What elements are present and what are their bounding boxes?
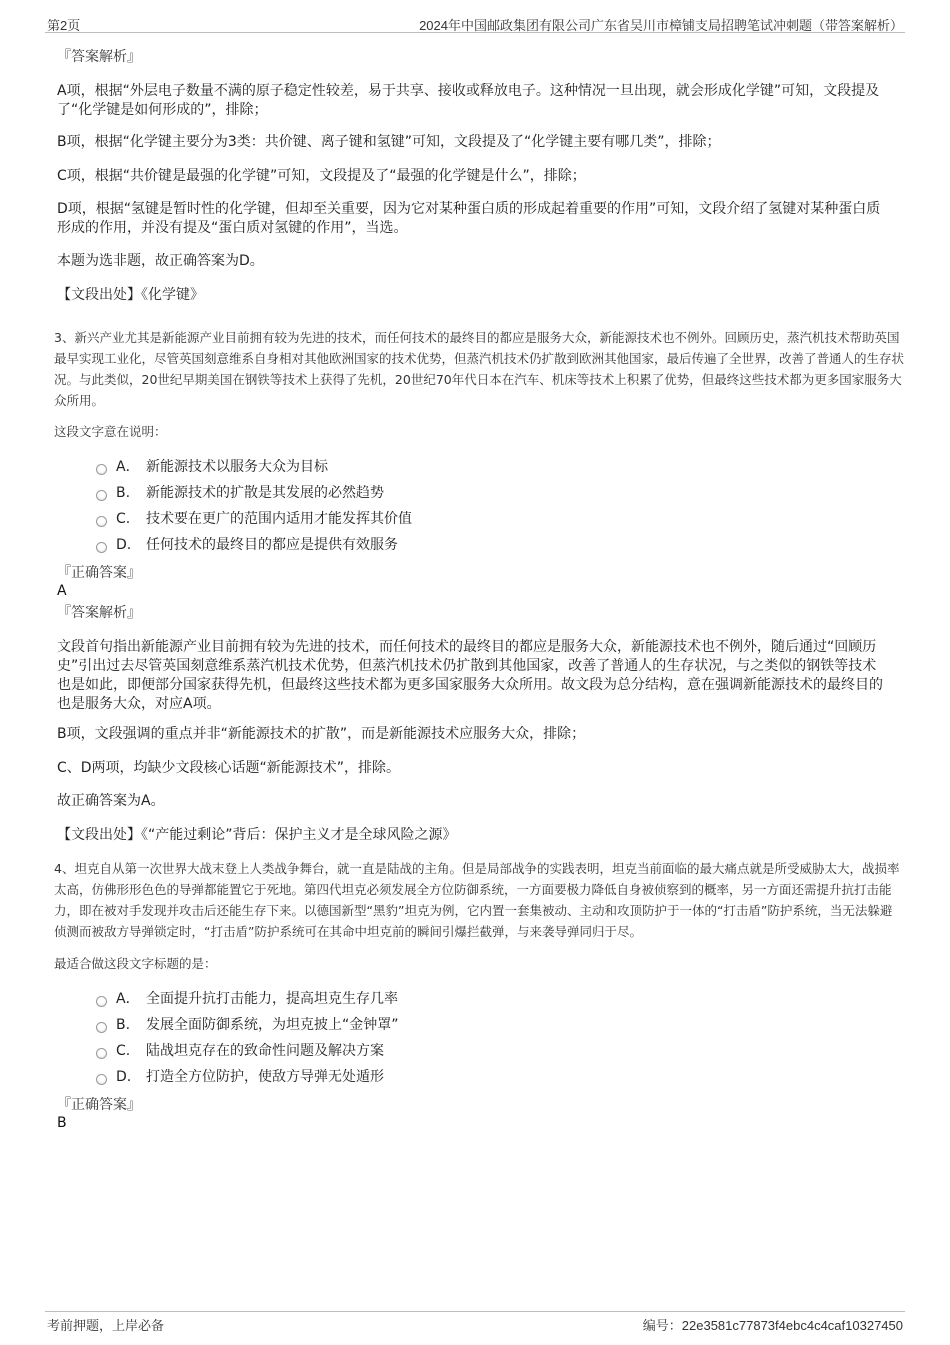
analysis-option-cd: C、D两项，均缺少文段核心话题“新能源技术”，排除。 <box>57 760 401 776</box>
question-4-option-b[interactable] <box>96 1015 399 1035</box>
option-text: 发展全面防御系统，为坦克披上“金钟罩” <box>146 1017 399 1033</box>
question-3-prompt: 这段文字意在说明： <box>54 424 167 439</box>
radio-button[interactable] <box>96 542 107 553</box>
option-text: 新能源技术以服务大众为目标 <box>146 459 328 475</box>
analysis-conclusion: 本题为选非题，故正确答案为D。 <box>57 253 264 269</box>
page-header <box>45 14 905 33</box>
analysis-option-c: C项，根据“共价键是最强的化学键”可知，文段提及了“最强的化学键是什么”，排除； <box>57 168 586 184</box>
analysis-label: 『答案解析』 <box>57 605 141 621</box>
correct-answer: A <box>57 583 67 599</box>
option-letter: A． <box>116 459 140 475</box>
question-3-option-a[interactable] <box>96 457 328 477</box>
option-letter: C. <box>116 1043 131 1059</box>
option-letter: B. <box>116 485 131 501</box>
analysis-option-b: B项，文段强调的重点并非“新能源技术的扩散”，而是新能源技术应服务大众，排除； <box>57 726 586 742</box>
analysis-conclusion: 故正确答案为A。 <box>57 793 165 809</box>
radio-button[interactable] <box>96 516 107 527</box>
page-number: 第2页 <box>47 18 81 33</box>
question-4-option-a[interactable] <box>96 989 398 1009</box>
question-3-option-c[interactable] <box>96 509 412 529</box>
analysis-label: 『答案解析』 <box>57 49 141 65</box>
document-title: 2024年中国邮政集团有限公司广东省吴川市樟铺支局招聘笔试冲刺题（带答案解析） <box>419 18 903 33</box>
option-letter: C. <box>116 511 131 527</box>
question-4-option-c[interactable] <box>96 1041 384 1061</box>
question-3-option-d[interactable] <box>96 535 398 555</box>
correct-answer-label: 『正确答案』 <box>57 1097 141 1113</box>
radio-button[interactable] <box>96 1022 107 1033</box>
option-text: 新能源技术的扩散是其发展的必然趋势 <box>146 485 384 501</box>
option-letter: A． <box>116 991 140 1007</box>
passage-source: 【文段出处】《“产能过剩论”背后：保护主义才是全球风险之源》 <box>57 827 457 843</box>
analysis-option-b: B项，根据“化学键主要分为3类：共价键、离子键和氢键”可知，文段提及了“化学键主要有哪几类”，排除； <box>57 134 721 150</box>
analysis-option-d: D项，根据“氢键是暂时性的化学键，但却至关重要，因为它对某种蛋白质的形成起着重要的作用”可知，文段介绍了氢键对某种蛋白质形成的作用，并没有提及“蛋白质对氢键的作用”，当选。 <box>57 201 881 236</box>
option-text: 任何技术的最终目的都应是提供有效服务 <box>146 537 398 553</box>
radio-button[interactable] <box>96 464 107 475</box>
question-3-option-b[interactable] <box>96 483 384 503</box>
question-3-stem: 3、新兴产业尤其是新能源产业目前拥有较为先进的技术，而任何技术的最终目的都应是服务大众，新能源技术也不例外。回顾历史，蒸汽机技术帮助英国最早实现工业化，尽管英国刻意维系自身相对其他欧洲国家的技术优势，但蒸汽机技术仍扩散到欧洲其他国家，最后传遍了全世界，改善了普通人的生存状况。与此类似，20世纪早期美国在钢铁等技术上获得了先机，20世纪70年代日本在汽车、机床等技术上积累了优势，但最终这些技术都为更多国家服务大众所用。 <box>54 330 905 408</box>
option-letter: D. <box>116 1069 132 1085</box>
passage-source: 【文段出处】《化学键》 <box>57 287 204 303</box>
radio-button[interactable] <box>96 996 107 1007</box>
analysis-main: 文段首句指出新能源产业目前拥有较为先进的技术，而任何技术的最终目的都应是服务大众，新能源技术也不例外，随后通过“回顾历史”引出过去尽管英国刻意维系蒸汽机技术优势，但蒸汽机技术仍扩散到其他国家，改善了普通人的生存状况，与之类似的钢铁等技术也是如此，即便部分国家获得先机，但最终这些技术都为更多国家服务大众所用。故文段为总分结构，意在强调新能源技术的最终目的也是服务大众，对应A项。 <box>57 639 883 712</box>
document-serial: 编号：22e3581c77873f4ebc4c4caf10327450 <box>642 1318 903 1333</box>
page-footer <box>45 1311 905 1332</box>
question-4-prompt: 最适合做这段文字标题的是： <box>54 956 217 971</box>
question-4-stem: 4、坦克自从第一次世界大战末登上人类战争舞台，就一直是陆战的主角。但是局部战争的实践表明，坦克当前面临的最大痛点就是所受威胁太大，战损率太高，仿佛形形色色的导弹都能置它于死地。第四代坦克必须发展全方位防御系统，一方面要极力降低自身被侦察到的概率，另一方面还需提升抗打击能力，即在被对手发现并攻击后还能生存下来。以德国新型“黑豹”坦克为例，它内置一套集被动、主动和攻顶防护于一体的“打击盾”防护系统，当无法躲避侦测而被敌方导弹锁定时，“打击盾”防护系统可在其命中坦克前的瞬间引爆拦截弹，与来袭导弹同归于尽。 <box>54 861 900 939</box>
option-letter: B. <box>116 1017 131 1033</box>
option-text: 技术要在更广的范围内适用才能发挥其价值 <box>146 511 412 527</box>
radio-button[interactable] <box>96 1074 107 1085</box>
footer-slogan: 考前押题，上岸必备 <box>47 1318 165 1333</box>
question-4-option-d[interactable] <box>96 1067 384 1087</box>
option-text: 全面提升抗打击能力，提高坦克生存几率 <box>146 991 398 1007</box>
radio-button[interactable] <box>96 1048 107 1059</box>
correct-answer: B <box>57 1115 67 1131</box>
radio-button[interactable] <box>96 490 107 501</box>
correct-answer-label: 『正确答案』 <box>57 565 141 581</box>
option-letter: D. <box>116 537 132 553</box>
option-text: 陆战坦克存在的致命性问题及解决方案 <box>146 1043 384 1059</box>
option-text: 打造全方位防护，使敌方导弹无处遁形 <box>146 1069 384 1085</box>
analysis-option-a: A项，根据“外层电子数量不满的原子稳定性较差，易于共享、接收或释放电子。这种情况一旦出现，就会形成化学键”可知，文段提及了“化学键是如何形成的”，排除； <box>57 83 880 118</box>
